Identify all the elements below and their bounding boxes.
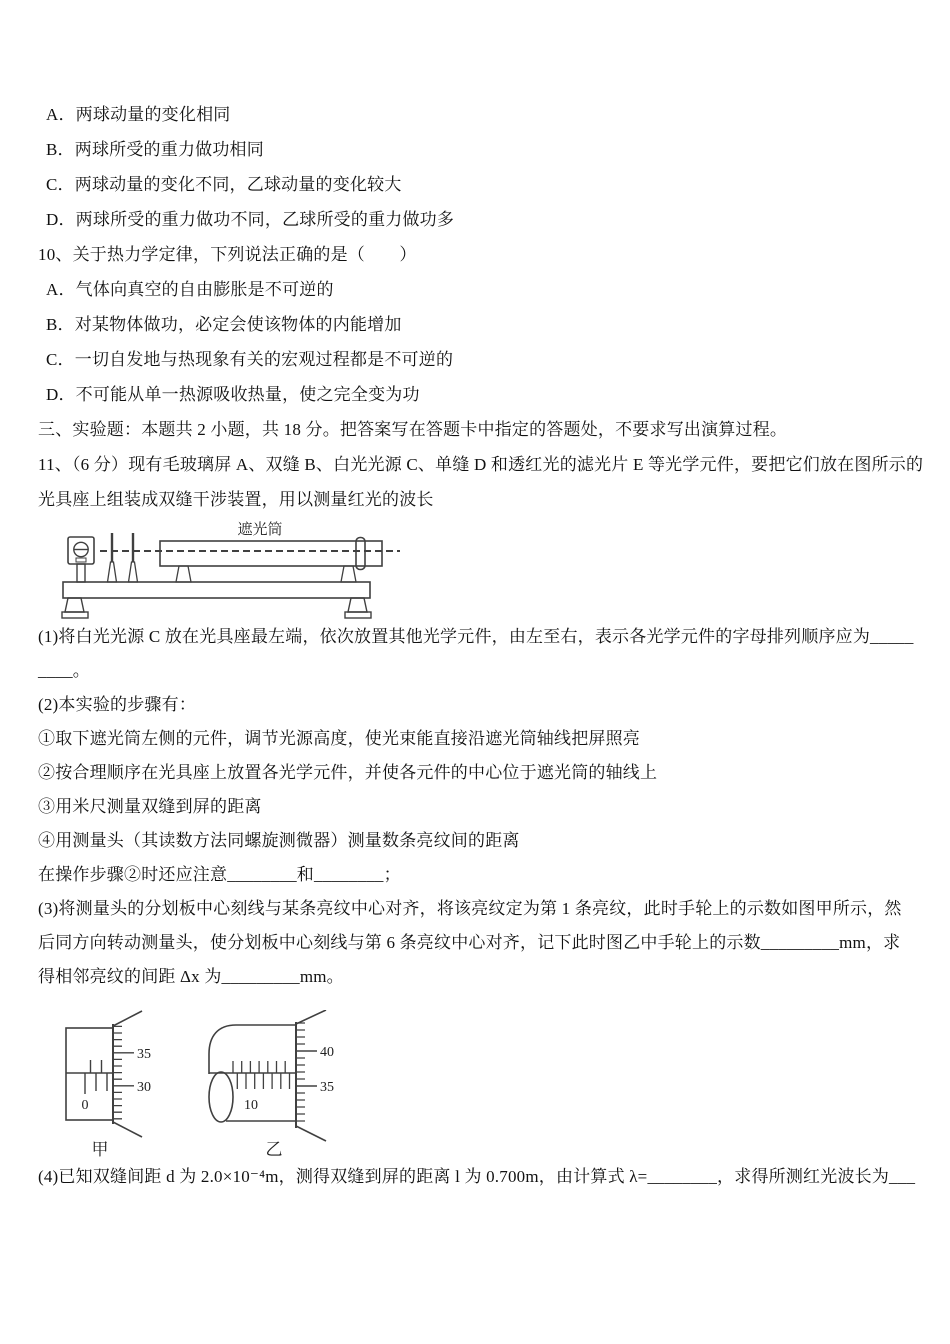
double-slit-pin [129, 533, 138, 582]
q11-step-2: ②按合理顺序在光具座上放置各光学元件，并使各元件的中心位于遮光筒的轴线上 [38, 763, 658, 782]
q10-stem: 10、关于热力学定律，下列说法正确的是（ ） [38, 245, 417, 264]
yi-caption: 乙 [265, 1140, 283, 1159]
bench-base [62, 582, 371, 618]
shield-tube [160, 538, 382, 583]
jia-caption: 甲 [91, 1140, 109, 1159]
q9-option-d: D．两球所受的重力做功不同，乙球所受的重力做功多 [46, 210, 455, 229]
q9-option-a: A．两球动量的变化相同 [46, 105, 231, 124]
q9-option-b: B．两球所受的重力做功相同 [46, 140, 264, 159]
q10-option-d: D．不可能从单一热源吸收热量，使之完全变为功 [46, 385, 420, 404]
shield-tube-label: 遮光筒 [237, 522, 283, 538]
light-source-icon [68, 537, 94, 582]
q11-part3-line2: 后同方向转动测量头，使分划板中心刻线与第 6 条亮纹中心对齐，记下此时图乙中手轮上的示数_________mm，求 [38, 933, 901, 952]
q11-intro-line1: 11、（6 分）现有毛玻璃屏 A、双缝 B、白光光源 C、单缝 D 和透红光的滤光片 E 等光学元件，要把它们放在图所示的 [38, 455, 924, 474]
jia-thimble-upper-number: 35 [137, 1047, 151, 1062]
jia-sleeve-number: 0 [81, 1098, 89, 1113]
micrometer-jia [66, 1011, 151, 1159]
q11-part2-intro: (2)本实验的步骤有： [38, 695, 197, 714]
q10-option-c: C．一切自发地与热现象有关的宏观过程都是不可逆的 [46, 350, 454, 369]
q11-part3-line3: 得相邻亮纹的间距 Δx 为_________mm。 [38, 967, 344, 986]
q9-option-c: C．两球动量的变化不同，乙球动量的变化较大 [46, 175, 402, 194]
q11-step-1: ①取下遮光筒左侧的元件，调节光源高度，使光束能直接沿遮光筒轴线把屏照亮 [38, 729, 640, 748]
single-slit-pin [108, 533, 117, 582]
q11-part3-line1: (3)将测量头的分划板中心刻线与某条亮纹中心对齐，将该亮纹定为第 1 条亮纹，此时手轮上的示数如图甲所示，然 [38, 899, 902, 918]
q10-option-a: A．气体向真空的自由膨胀是不可逆的 [46, 280, 334, 299]
q11-part2-note: 在操作步骤②时还应注意________和________； [38, 865, 401, 884]
q11-part1-line1: (1)将白光光源 C 放在光具座最左端，依次放置其他光学元件，由左至右，表示各光学元件的字母排列顺序应为_____ [38, 627, 914, 646]
q10-option-b: B．对某物体做功，必定会使该物体的内能增加 [46, 315, 402, 334]
q11-part1-line2: ____。 [38, 661, 90, 680]
yi-sleeve-number: 10 [244, 1098, 258, 1113]
yi-thimble-lower-number: 35 [320, 1080, 334, 1095]
micrometer-figure [58, 1010, 368, 1160]
micrometer-yi [209, 1010, 334, 1159]
yi-thimble-upper-number: 40 [320, 1045, 334, 1060]
section3-header: 三、实验题：本题共 2 小题，共 18 分。把答案写在答题卡中指定的答题处，不要求写出演算过程。 [38, 420, 788, 439]
jia-thimble-lower-number: 30 [137, 1080, 151, 1095]
q11-step-3: ③用米尺测量双缝到屏的距离 [38, 797, 262, 816]
optical-bench-figure [60, 520, 420, 620]
q11-intro-line2: 光具座上组装成双缝干涉装置，用以测量红光的波长 [38, 490, 434, 509]
q11-part4-line: (4)已知双缝间距 d 为 2.0×10⁻⁴m，测得双缝到屏的距离 l 为 0.700m，由计算式 λ=________，求得所测红光波长为___ [38, 1167, 916, 1186]
q11-step-4: ④用测量头（其读数方法同螺旋测微器）测量数条亮纹间的距离 [38, 831, 520, 850]
